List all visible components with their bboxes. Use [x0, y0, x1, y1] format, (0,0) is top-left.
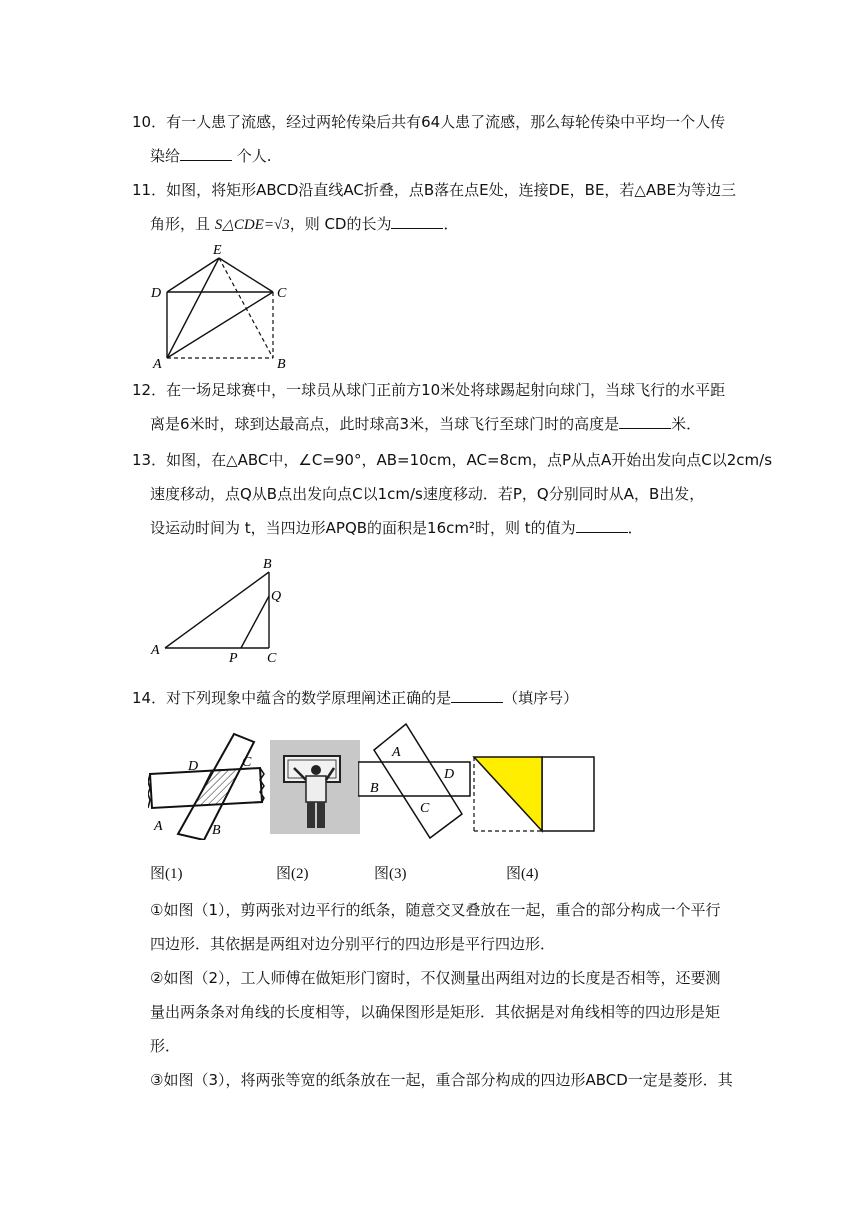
label-A: A: [154, 819, 163, 834]
answer-blank[interactable]: [576, 518, 628, 533]
q14-statement-3a: ③如图（3），将两张等宽的纸条放在一起，重合部分构成的四边形ABCD一定是菱形．其: [150, 1071, 733, 1089]
q11-line2: [150, 214, 459, 235]
caption-figure-2: 图(2): [276, 866, 309, 882]
q13-figure: [145, 550, 305, 670]
label-E: E: [213, 243, 222, 258]
q10-text-b: 个人.: [236, 147, 272, 165]
label-A: A: [151, 643, 160, 658]
label-D: D: [188, 759, 199, 774]
label-Q: Q: [271, 589, 282, 604]
label-D: D: [151, 286, 162, 301]
q12-line2: [150, 414, 701, 434]
q13-line2: 速度移动，点Q从B点出发向点C以1cm/s速度移动．若P，Q分别同时从A，B出发，: [150, 485, 705, 503]
q10-text-a: 染给: [150, 147, 181, 165]
label-C: C: [277, 286, 287, 301]
q14-line1: [132, 688, 578, 708]
label-B: B: [263, 557, 272, 572]
answer-blank[interactable]: [180, 146, 232, 161]
q14-figure-3: [358, 722, 474, 840]
q12-text-b: 米．: [671, 415, 702, 433]
q14-figure-1: [148, 730, 270, 840]
label-C: C: [420, 801, 430, 816]
q11-text-a: 角形，且: [150, 215, 211, 233]
label-B: B: [212, 823, 221, 838]
q12-line1: 12．在一场足球赛中，一球员从球门正前方10米处将球踢起射向球门，当球飞行的水平距: [132, 381, 726, 399]
caption-figure-3: 图(3): [374, 866, 407, 882]
q14-statement-1a: ①如图（1），剪两张对边平行的纸条，随意交叉叠放在一起，重合的部分构成一个平行: [150, 901, 721, 919]
worker-window-illustration: [270, 740, 360, 834]
q14-text-a: 14．对下列现象中蕴含的数学原理阐述正确的是: [132, 689, 452, 707]
answer-blank[interactable]: [451, 688, 503, 703]
label-B: B: [370, 781, 379, 796]
caption-figure-1: 图(1): [150, 866, 183, 882]
answer-blank[interactable]: [619, 414, 671, 429]
q11-line1: 11．如图，将矩形ABCD沿直线AC折叠，点B落在点E处，连接DE，BE，若△ABE为等边三: [132, 181, 737, 199]
q12-text-a: 离是6米时，球到达最高点，此时球高3米，当球飞行至球门时的高度是: [150, 415, 620, 433]
label-C: C: [267, 651, 277, 666]
label-B: B: [277, 357, 286, 370]
q13-text-a: 设运动时间为 t，当四边形APQB的面积是16cm²时，则 t的值为: [150, 519, 576, 537]
q11-figure: [145, 240, 305, 370]
q14-figure-2: [270, 740, 360, 834]
label-P: P: [229, 651, 238, 666]
q14-statement-1b: 四边形．其依据是两组对边分别平行的四边形是平行四边形．: [150, 935, 556, 953]
q13-text-b: ．: [627, 519, 643, 537]
q14-figure-4: [472, 755, 598, 835]
q14-statement-2b: 量出两条条对角线的长度相等，以确保图形是矩形．其依据是对角线相等的四边形是矩: [150, 1003, 721, 1021]
q11-text-b: ，则 CD的长为: [289, 215, 392, 233]
answer-blank[interactable]: [391, 214, 443, 229]
q13-line3: [150, 518, 643, 538]
q13-line1: 13．如图，在△ABC中，∠C=90°，AB=10cm，AC=8cm，点P从点A开始出发向点C以2cm/s: [132, 451, 773, 469]
caption-figure-4: 图(4): [506, 866, 539, 882]
q14-statement-2a: ②如图（2），工人师傅在做矩形门窗时，不仅测量出两组对边的长度是否相等，还要测: [150, 969, 721, 987]
q10-line1: 10．有一人患了流感，经过两轮传染后共有64人患了流感，那么每轮传染中平均一个人传: [132, 113, 726, 131]
label-D: D: [444, 767, 455, 782]
q11-text-c: ．: [443, 215, 459, 233]
q14-text-b: （填序号）: [503, 689, 579, 707]
label-A: A: [392, 745, 401, 760]
q11-area-expr: S△CDE=√3: [214, 217, 290, 233]
q10-line2: [150, 146, 272, 166]
label-C: C: [242, 755, 252, 770]
q14-statement-2c: 形．: [150, 1037, 181, 1055]
label-A: A: [153, 357, 162, 370]
